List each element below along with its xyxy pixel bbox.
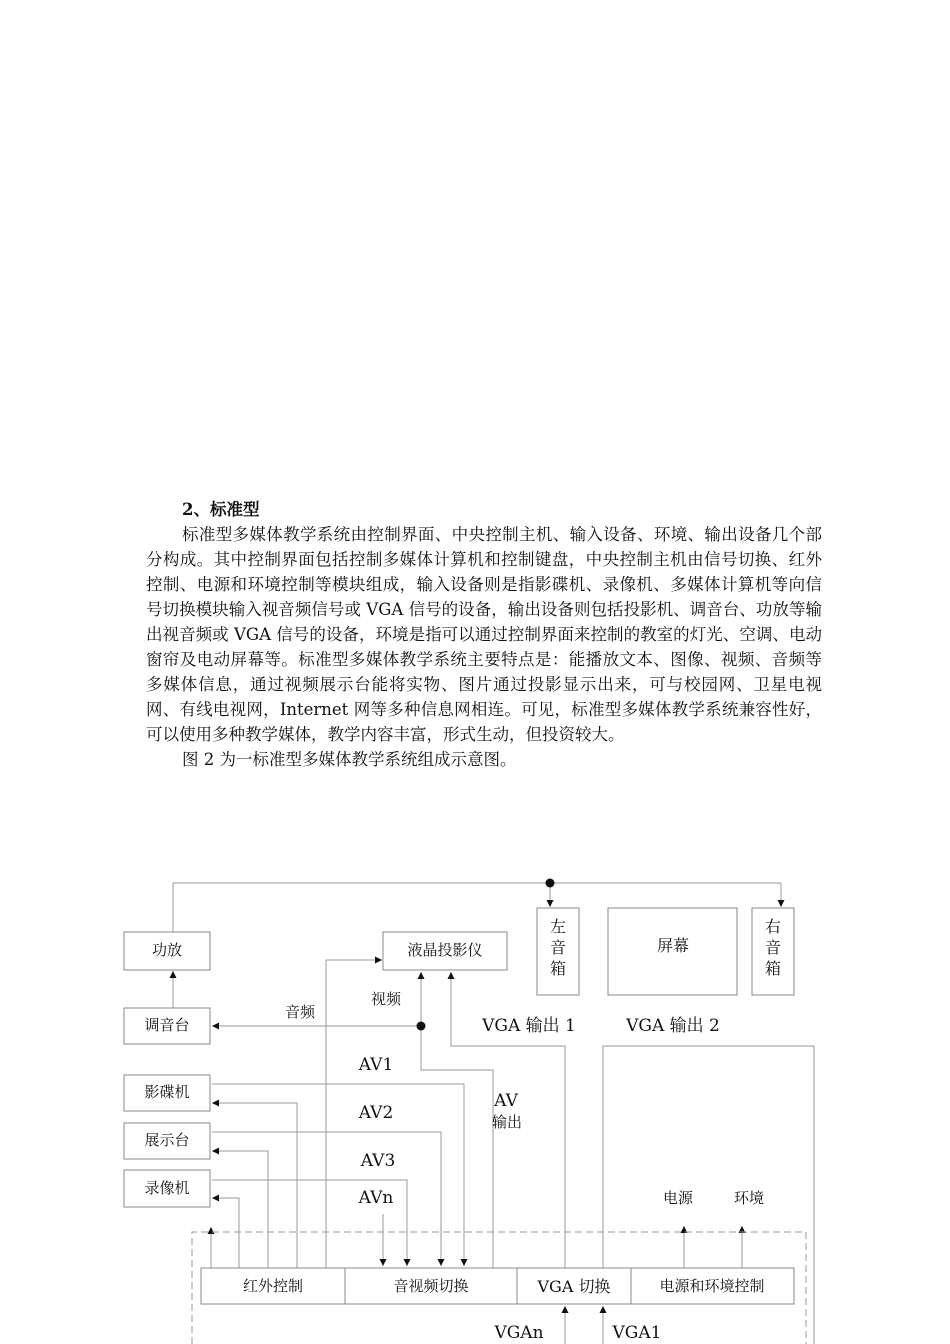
- module-av-switch: 音视频切换: [393, 1277, 469, 1295]
- label-video: 视频: [370, 990, 402, 1008]
- box-dvd-player: [124, 1075, 210, 1111]
- wire-ir-vcr: [212, 1198, 239, 1268]
- svg-text:调音台: 调音台: [144, 1016, 190, 1034]
- box-visualizer: [124, 1123, 210, 1159]
- label-power: 电源: [662, 1189, 694, 1207]
- wire-ir-visualizer: [212, 1151, 268, 1268]
- body-paragraph: 标准型多媒体教学系统由控制界面、中央控制主机、输入设备、环境、输出设备几个部分构成。其中控制界面包括控制多媒体计算机和控制键盘，中央控制主机由信号切换、红外控制、电源和环境控制等模块组成，输入设备则是指影碟机、录像机、多媒体计算机等向信号切换模块输入视音频信号或 VGA 信号的设备，输出设备则包括投影机、调音台、功放等输出视音频或 VGA 信号的设备，环境是指可以通过控制界面来控制的教室的灯光、空调、电动窗帘及电动屏幕等。标准型多媒体教学系统主要特点是：能播放文本、图像、视频、音频等多媒体信息，通过视频展示台能将实物、图片通过投影显示出来，可与校园网、卫星电视网、有线电视网，Internet 网等多种信息网相连。可见，标准型多媒体教学系统兼容性好，可以使用多种教学媒体，教学内容丰富，形式生动，但投资较大。: [146, 525, 822, 744]
- svg-text:右: 右: [764, 917, 782, 936]
- svg-text:左: 左: [549, 917, 567, 936]
- module-ir-control: 红外控制: [242, 1277, 304, 1295]
- label-avn: AVn: [358, 1188, 394, 1208]
- label-audio: 音频: [284, 1003, 316, 1021]
- module-power-env-control: 电源和环境控制: [659, 1277, 765, 1295]
- label-vga1: VGA1: [612, 1323, 662, 1343]
- svg-text:展示台: 展示台: [144, 1131, 190, 1149]
- junction-dot-av: [417, 1022, 426, 1031]
- box-vcr: [124, 1170, 210, 1207]
- svg-text:影碟机: 影碟机: [144, 1083, 190, 1101]
- label-vga-out1: VGA 输出 1: [482, 1016, 576, 1036]
- svg-text:液晶投影仪: 液晶投影仪: [407, 941, 483, 959]
- module-vga-switch: VGA 切换: [537, 1277, 611, 1296]
- box-mixer: [124, 1008, 210, 1044]
- svg-text:录像机: 录像机: [144, 1179, 190, 1197]
- box-projector: [383, 932, 507, 970]
- wire-av1: [212, 1084, 464, 1266]
- label-av-output-2: 输出: [491, 1113, 523, 1131]
- label-environment: 环境: [733, 1189, 765, 1207]
- section-heading: 2、标准型: [182, 500, 260, 519]
- svg-text:音: 音: [764, 938, 782, 957]
- svg-text:功放: 功放: [151, 941, 183, 959]
- label-av1: AV1: [358, 1055, 394, 1075]
- svg-text:箱: 箱: [764, 959, 782, 978]
- svg-text:屏幕: 屏幕: [656, 936, 690, 955]
- box-amplifier: [124, 932, 210, 970]
- wire-ir-dvd: [212, 1103, 297, 1268]
- svg-text:音: 音: [549, 938, 567, 957]
- box-left-speaker: [537, 908, 579, 995]
- label-av-output-1: AV: [494, 1091, 518, 1111]
- figure-caption-sentence: 图 2 为一标准型多媒体教学系统组成示意图。: [182, 750, 517, 769]
- label-vgan: VGAn: [494, 1323, 544, 1343]
- label-av3: AV3: [360, 1151, 396, 1171]
- svg-text:箱: 箱: [549, 959, 567, 978]
- module-row: [201, 1268, 794, 1304]
- label-av2: AV2: [358, 1103, 394, 1123]
- box-screen: [608, 908, 737, 995]
- label-vga-out2: VGA 输出 2: [626, 1016, 720, 1036]
- junction-dot-speakers: [546, 879, 555, 888]
- box-right-speaker: [752, 908, 794, 995]
